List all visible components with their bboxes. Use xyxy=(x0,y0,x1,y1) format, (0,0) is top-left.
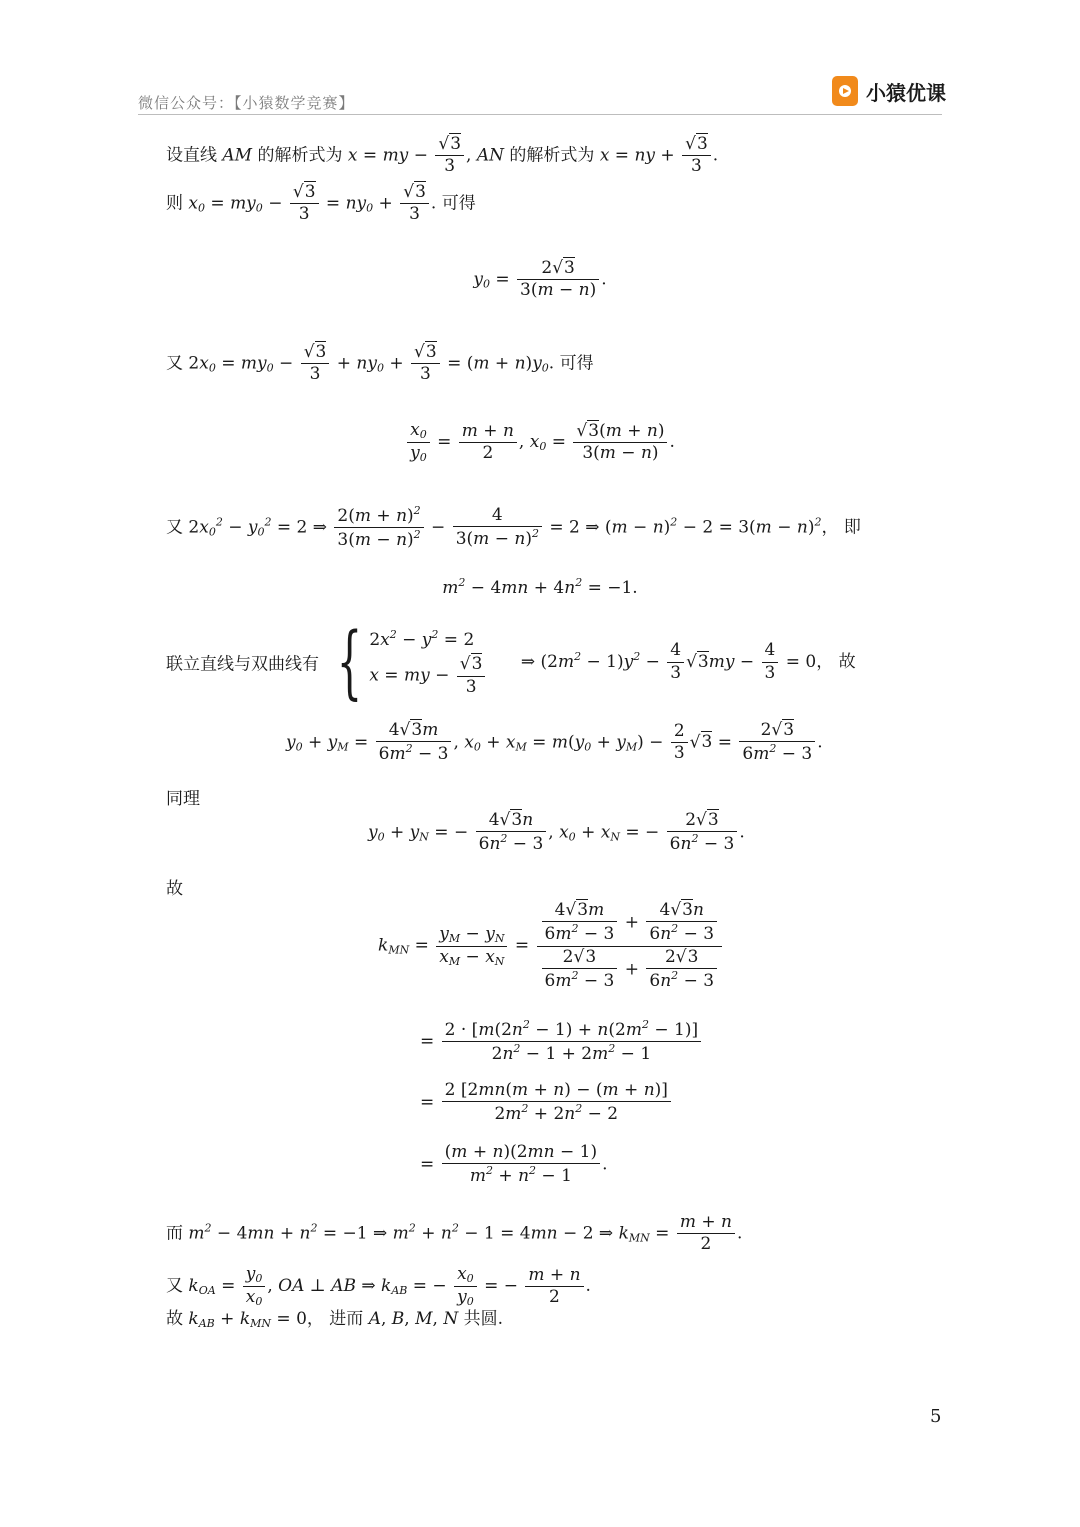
eq-mn: $m^2 - 4mn + 4n^2 = -1$. xyxy=(442,576,638,598)
text-obtain: 可得 xyxy=(441,193,476,214)
text-similarly: 同理 xyxy=(166,789,200,809)
brand-name: 小猿优课 xyxy=(866,80,946,105)
text-namely: 即 xyxy=(843,517,861,538)
eq-kmn: $k_{MN}$ = $\frac{y_M - y_N}{x_M - x_N}$ = $\frac{4√3m}{6m^2 - 3}$ + $\frac{4√3n}{6n^2 - 3}$ $\frac{2√3}{6m^2 - 3}$ + $\frac{2√3}{6n^2 - 3}$ xyxy=(378,900,724,992)
line-am-an: 设直线 AM 的解析式为 x = my − $\frac{√3}{3}$ , AN 的解析式为 x = ny + $\frac{√3}{3}$ . xyxy=(166,134,719,177)
eq-kmn-step2: = $\frac{2 [2mn(m + n) - (m + n)]}{2m^2 + 2n^2 - 2}$ xyxy=(420,1080,673,1126)
header-account: 微信公众号：【小猿数学竞赛】 xyxy=(138,94,355,112)
text-obtain-2: 可得 xyxy=(559,353,594,374)
header-divider xyxy=(138,114,942,115)
line-conclusion: 故 $k_{AB} + k_{MN} = 0$， 进而 A, B, M, N 共圆. xyxy=(166,1309,504,1330)
eq-sum-m: $y_0 + y_M$ = $\frac{4√3m}{6m^2 - 3}$ , $x_0 + x_M = m(y_0 + y_M)$ − $\frac{2}{3}$ √3 = $\frac{2√3}{6m^2 - 3}$ . xyxy=(286,720,823,765)
line-x0: 则 $x_0 = my_0$ − $\frac{√3}{3}$ = $ny_0$ + $\frac{√3}{3}$ . 可得 xyxy=(166,182,476,225)
text-concyclic: 共圆. xyxy=(463,1309,504,1329)
text-therefore-3: 故 xyxy=(166,1309,183,1329)
brand-logo-block xyxy=(832,76,946,106)
page-number: 5 xyxy=(930,1406,942,1427)
eq-kmn-step1: = $\frac{2 \cdot [m(2n^2 - 1) + n(2m^2 - 1)]}{2n^2 - 1 + 2m^2 - 1}$ xyxy=(420,1018,703,1066)
eq-kmn-step3: = $\frac{(m + n)(2mn - 1)}{m^2 + n^2 - 1}$ . xyxy=(420,1142,608,1187)
line-while: 而 $m^2 - 4mn + n^2 = -1$ ⇒ $m^2 + n^2 - 1 = 4mn - 2$ ⇒ $k_{MN}$ = $\frac{m + n}{2}$ . xyxy=(166,1212,743,1255)
line-koa: 又 $k_{OA}$ = $\frac{y_0}{x_0}$ , OA ⊥ AB ⇒ $k_{AB}$ = − $\frac{x_0}{y_0}$ = − $\frac{m + n}{2}$ . xyxy=(166,1264,591,1308)
text-therefore-2: 故 xyxy=(166,879,183,899)
text-also: 又 xyxy=(166,353,183,374)
text-parse: 的解析式为 xyxy=(257,145,343,166)
text-combine: 联立直线与双曲线有 xyxy=(166,654,319,675)
line-2x0: 又 $2x_0 = my_0$ − $\frac{√3}{3}$ + $ny_0$ + $\frac{√3}{3}$ = $(m + n)y_0$. 可得 xyxy=(166,342,594,385)
eq-sum-n: $y_0 + y_N$ = − $\frac{4√3n}{6n^2 - 3}$ , $x_0 + x_N$ = − $\frac{2√3}{6n^2 - 3}$ . xyxy=(368,810,745,855)
text-then: 则 xyxy=(166,193,183,214)
text-also-3: 又 xyxy=(166,1275,183,1296)
line-hyperbola-sub: 又 $2x_0^2 - y_0^2 = 2$ ⇒ $\frac{2(m + n)^2}{3(m - n)^2}$ − $\frac{4}{3(m - n)^2}$ = 2 ⇒ $(m - n)^2 - 2 = 3(m - n)^2$， 即 xyxy=(166,504,861,551)
line-system: 联立直线与双曲线有 { $2x^2 - y^2 = 2$ x = my − $\frac{√3}{3}$ ⇒ $(2m^2 - 1)y^2$ − $\frac{4}{3}$ √3my − $\frac{4}{3}$ = 0， 故 xyxy=(166,615,856,708)
text-set-line: 设直线 xyxy=(166,145,217,166)
eq-y0: $y_0$ = $\frac{2√3}{3(m - n)}$ . xyxy=(473,258,607,301)
eq-ratio: $\frac{x_0}{y_0}$ = $\frac{m + n}{2}$ , $x_0$ = $\frac{√3(m + n)}{3(m - n)}$ . xyxy=(0,420,1080,465)
play-icon xyxy=(832,76,858,106)
text-parse-2: 的解析式为 xyxy=(509,145,595,166)
text-further: 进而 xyxy=(329,1309,364,1329)
text-therefore: 故 xyxy=(838,651,856,672)
text-while: 而 xyxy=(166,1223,183,1244)
text-also-2: 又 xyxy=(166,517,183,538)
